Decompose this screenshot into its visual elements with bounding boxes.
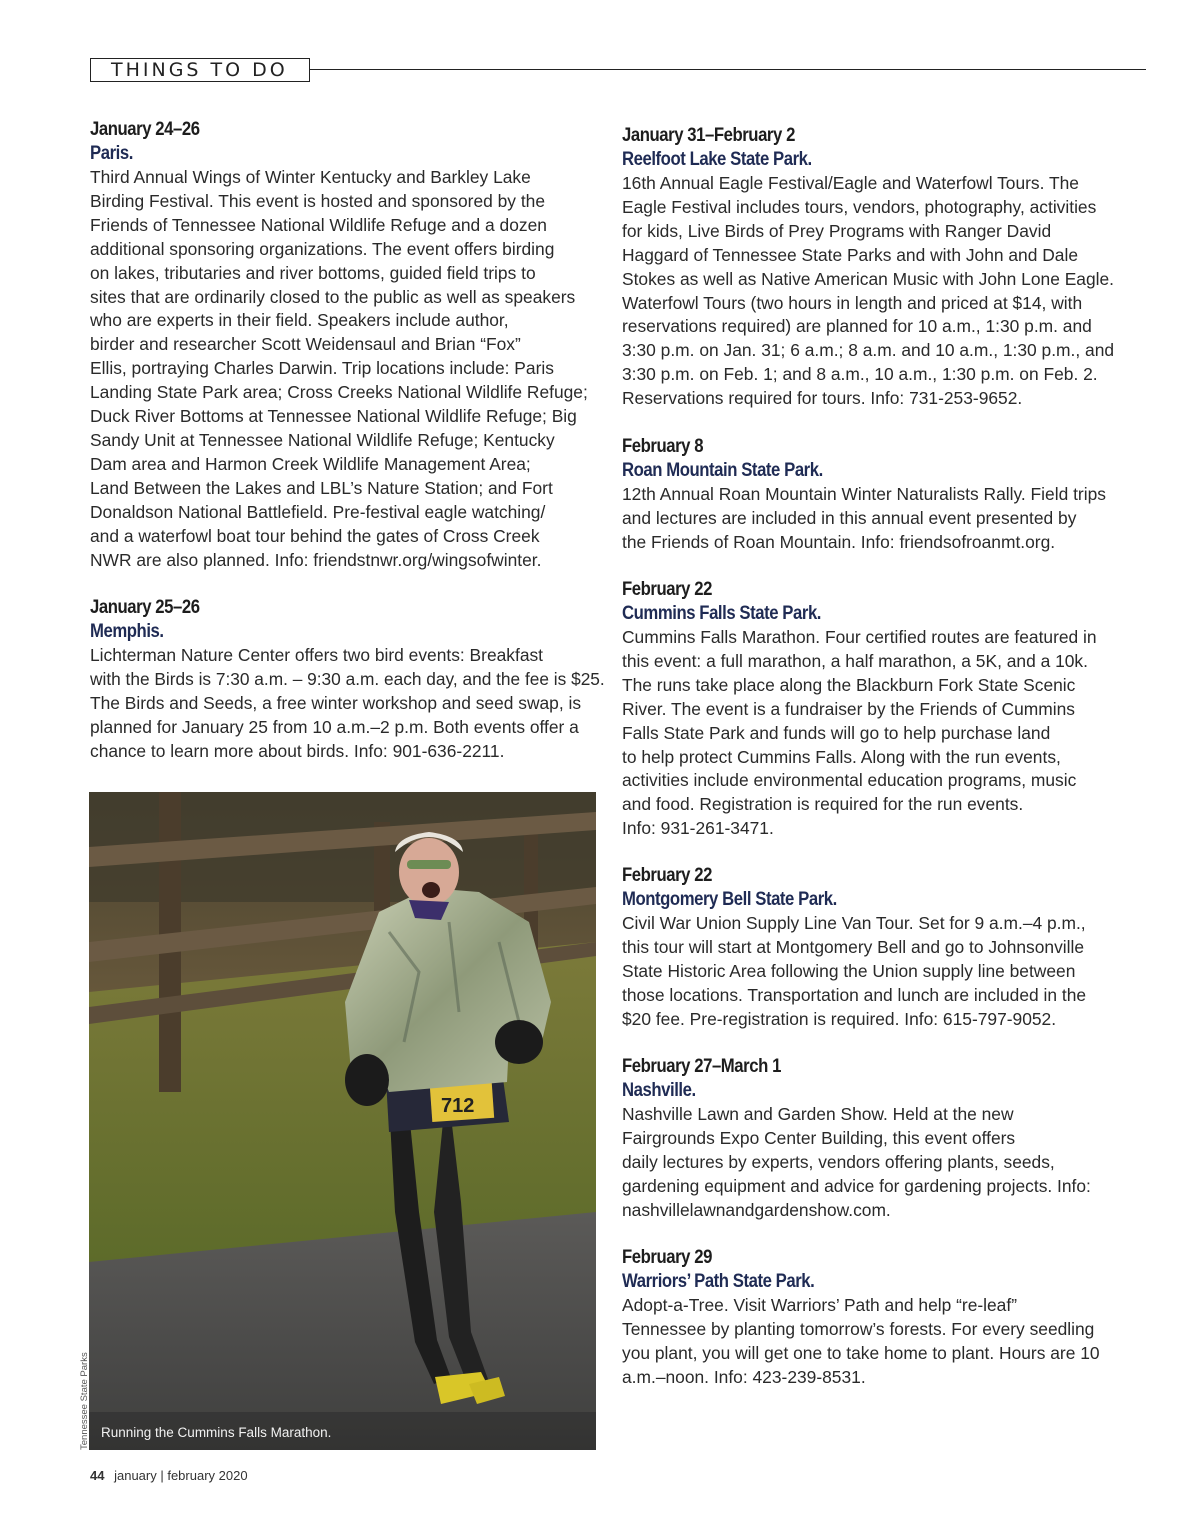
description-line: Civil War Union Supply Line Van Tour. Set for 9 a.m.–4 p.m.,	[622, 913, 1086, 933]
description-line: 3:30 p.m. on Feb. 1; and 8 a.m., 10 a.m., 1:30 p.m. on Feb. 2.	[622, 364, 1098, 385]
description-line: reservations required) are planned for 10 a.m., 1:30 p.m. and	[622, 316, 1092, 337]
description-line: NWR are also planned. Info: friendstnwr.org/wingsofwinter.	[90, 549, 542, 570]
event-reelfoot	[622, 124, 1134, 411]
description-line: birder and researcher Scott Weidensaul and Brian “Fox”	[90, 334, 521, 355]
description-line: gardening equipment and advice for gardening projects. Info:	[622, 1175, 1091, 1196]
photo-caption: Running the Cummins Falls Marathon.	[101, 1425, 332, 1440]
description-line: Donaldson National Battlefield. Pre-festival eagle watching/	[90, 501, 546, 522]
description-line: planned for January 25 from 10 a.m.–2 p.m. Both events offer a	[90, 716, 579, 737]
description-line: on lakes, tributaries and river bottoms, guided field trips to	[90, 262, 536, 283]
description-line: and food. Registration is required for the run events.	[622, 794, 1024, 815]
description-line: for kids, Live Birds of Prey Programs with Ranger David	[622, 220, 1052, 241]
description-line: 3:30 p.m. on Jan. 31; 6 a.m.; 8 a.m. and 10 a.m., 1:30 p.m., and	[622, 340, 1115, 361]
event-place: Nashville.	[622, 1080, 696, 1101]
event-description	[90, 644, 605, 764]
event-roan-mountain	[622, 435, 1134, 555]
description-line: Landing State Park area; Cross Creeks National Wildlife Refuge;	[90, 382, 588, 403]
issue-label: january | february 2020	[114, 1468, 248, 1483]
event-date: February 29	[622, 1247, 712, 1268]
event-place: Warriors’ Path State Park.	[622, 1271, 815, 1292]
description-line: sites that are ordinarily closed to the public as well as speakers	[90, 286, 576, 307]
photo-credit: Tennessee State Parks	[79, 1352, 90, 1450]
description-line: nashvillelawnandgardenshow.com.	[622, 1199, 891, 1220]
event-date: February 22	[622, 579, 712, 600]
description-line: Duck River Bottoms at Tennessee National Wildlife Refuge; Big	[90, 406, 577, 427]
description-line: Info: 931-261-3471.	[622, 818, 774, 839]
description-line: Dam area and Harmon Creek Wildlife Management Area;	[90, 453, 531, 474]
section-rule	[310, 69, 1146, 70]
description-line: a.m.–noon. Info: 423-239-8531.	[622, 1366, 866, 1387]
event-description	[622, 912, 1134, 1032]
description-line: 12th Annual Roan Mountain Winter Naturalists Rally. Field trips	[622, 484, 1106, 504]
event-description	[622, 1294, 1134, 1390]
event-description	[622, 483, 1134, 555]
description-line: Lichterman Nature Center offers two bird events: Breakfast	[90, 645, 544, 665]
description-line: and lectures are included in this annual event presented by	[622, 507, 1077, 528]
description-line: River. The event is a fundraiser by the Friends of Cummins	[622, 698, 1075, 719]
description-line: you plant, you will get one to take home to plant. Hours are 10	[622, 1342, 1100, 1363]
page-footer	[90, 1468, 248, 1483]
description-line: Waterfowl Tours (two hours in length and priced at $14, with	[622, 292, 1083, 313]
description-line: The runs take place along the Blackburn Fork State Scenic	[622, 674, 1076, 695]
description-line: Fairgrounds Expo Center Building, this event offers	[622, 1127, 1016, 1148]
description-line: Reservations required for tours. Info: 731-253-9652.	[622, 388, 1023, 409]
event-date: February 22	[622, 865, 712, 886]
description-line: to help protect Cummins Falls. Along with the run events,	[622, 746, 1061, 767]
event-paris	[90, 118, 605, 572]
description-line: Third Annual Wings of Winter Kentucky and Barkley Lake	[90, 167, 531, 187]
event-memphis	[90, 596, 605, 764]
description-line: State Historic Area following the Union supply line between	[622, 960, 1076, 981]
event-place: Roan Mountain State Park.	[622, 460, 823, 481]
event-cummins-falls	[622, 578, 1134, 841]
description-line: those locations. Transportation and lunch are included in the	[622, 984, 1087, 1005]
event-date: January 31–February 2	[622, 125, 795, 146]
description-line: daily lectures by experts, vendors offering plants, seeds,	[622, 1151, 1055, 1172]
description-line: this event: a full marathon, a half marathon, a 5K, and a 10k.	[622, 650, 1088, 671]
event-nashville	[622, 1055, 1134, 1223]
description-line: Stokes as well as Native American Music with John Lone Eagle.	[622, 268, 1115, 289]
description-line: Eagle Festival includes tours, vendors, photography, activities	[622, 196, 1097, 217]
description-line: Nashville Lawn and Garden Show. Held at the new	[622, 1104, 1014, 1124]
description-line: Haggard of Tennessee State Parks and with John and Dale	[622, 244, 1078, 265]
event-description	[622, 1103, 1134, 1223]
event-place: Cummins Falls State Park.	[622, 603, 822, 624]
event-date: January 25–26	[90, 597, 200, 618]
description-line: Birding Festival. This event is hosted and sponsored by the	[90, 190, 545, 211]
event-description	[622, 626, 1134, 841]
section-header	[90, 58, 1146, 84]
description-line: chance to learn more about birds. Info: 901-636-2211.	[90, 740, 505, 761]
description-line: who are experts in their field. Speakers include author,	[90, 310, 509, 331]
description-line: Cummins Falls Marathon. Four certified routes are featured in	[622, 627, 1097, 647]
description-line: Adopt-a-Tree. Visit Warriors’ Path and help “re-leaf”	[622, 1295, 1017, 1315]
event-place: Montgomery Bell State Park.	[622, 889, 837, 910]
page-number: 44	[90, 1468, 105, 1483]
description-line: this tour will start at Montgomery Bell and go to Johnsonville	[622, 936, 1085, 957]
description-line: 16th Annual Eagle Festival/Eagle and Waterfowl Tours. The	[622, 173, 1079, 193]
event-place: Memphis.	[90, 621, 164, 642]
description-line: the Friends of Roan Mountain. Info: friendsofroanmt.org.	[622, 531, 1056, 552]
event-date: February 8	[622, 436, 704, 457]
event-place: Reelfoot Lake State Park.	[622, 149, 812, 170]
description-line: Sandy Unit at Tennessee National Wildlife Refuge; Kentucky	[90, 429, 555, 450]
event-description	[622, 172, 1134, 411]
description-line: Falls State Park and funds will go to help purchase land	[622, 722, 1051, 743]
description-line: The Birds and Seeds, a free winter workshop and seed swap, is	[90, 692, 582, 713]
description-line: activities include environmental education programs, music	[622, 770, 1077, 791]
description-line: Ellis, portraying Charles Darwin. Trip locations include: Paris	[90, 358, 554, 379]
runner-illustration	[89, 792, 596, 1450]
marathon-photo	[89, 792, 596, 1450]
description-line: with the Birds is 7:30 a.m. – 9:30 a.m. each day, and the fee is $25.	[90, 668, 605, 689]
section-title: THINGS TO DO	[90, 58, 310, 82]
event-warriors-path	[622, 1246, 1134, 1390]
description-line: Land Between the Lakes and LBL’s Nature Station; and Fort	[90, 477, 553, 498]
event-date: January 24–26	[90, 119, 200, 140]
description-line: additional sponsoring organizations. The event offers birding	[90, 238, 555, 259]
description-line: and a waterfowl boat tour behind the gates of Cross Creek	[90, 525, 540, 546]
event-place: Paris.	[90, 143, 133, 164]
event-date: February 27–March 1	[622, 1056, 781, 1077]
event-description	[90, 166, 605, 572]
event-montgomery-bell	[622, 864, 1134, 1032]
description-line: $20 fee. Pre-registration is required. Info: 615-797-9052.	[622, 1008, 1057, 1029]
bib-number: 712	[441, 1095, 475, 1117]
description-line: Tennessee by planting tomorrow’s forests. For every seedling	[622, 1318, 1095, 1339]
description-line: Friends of Tennessee National Wildlife Refuge and a dozen	[90, 214, 547, 235]
